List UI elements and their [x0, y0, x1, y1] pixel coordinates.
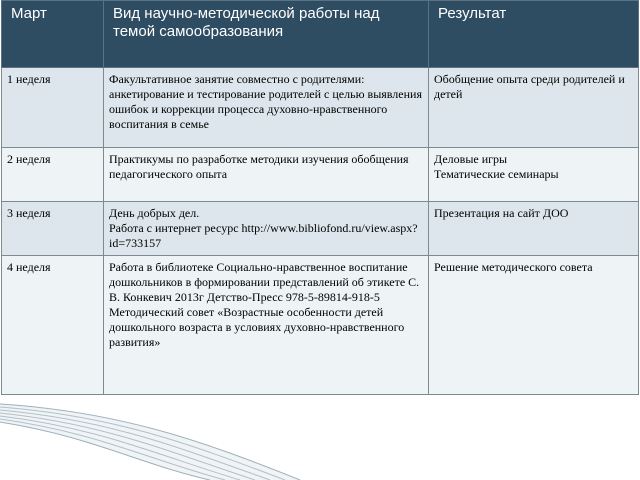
result-cell [429, 148, 639, 202]
result-text: Обобщение опыта среди родителей и детей [434, 72, 625, 101]
result-text: Презентация на сайт ДОО [434, 206, 569, 220]
work-cell [104, 202, 429, 256]
week-cell: 2 неделя [2, 148, 104, 202]
result-text: Тематические семинары [434, 167, 559, 181]
header-result: Результат [429, 1, 639, 68]
work-text: Практикумы по разработке методики изучения обобщения педагогического опыта [109, 152, 409, 181]
result-cell [429, 68, 639, 148]
table-row [2, 148, 639, 202]
table-row [2, 256, 639, 395]
table-row [2, 202, 639, 256]
work-text: Работа в библиотеке Социально-нравственное воспитание дошкольников в формировании представлений об этикете С. В. Конкевич 2013г Детство-Пресс 978-5-89814-918-5 [109, 260, 420, 304]
table-row [2, 68, 639, 148]
header-month: Март [2, 1, 104, 68]
work-text: День добрых дел. [109, 206, 200, 220]
work-link-text: Работа с интернет ресурс http://www.bibliofond.ru/view.aspx?id=733157 [109, 221, 418, 250]
result-cell [429, 202, 639, 256]
work-cell [104, 148, 429, 202]
week-cell: 4 неделя [2, 256, 104, 395]
work-cell [104, 68, 429, 148]
work-cell [104, 256, 429, 395]
work-text: Факультативное занятие совместно с родителями: анкетирование и тестирование родителей с целью выявления ошибок и коррекции процесса духовно-нравственного воспитания в семье [109, 72, 422, 131]
work-text: Методический совет «Возрастные особенности детей дошкольного возраста в условиях духовно-нравственного развития» [109, 305, 405, 349]
result-cell [429, 256, 639, 395]
week-cell: 1 неделя [2, 68, 104, 148]
table-header-row [2, 1, 639, 68]
result-text: Деловые игры [434, 152, 508, 166]
header-work-type: Вид научно-методической работы над темой самообразования [104, 1, 429, 68]
self-education-plan-table [1, 0, 639, 395]
result-text: Решение методического совета [434, 260, 593, 274]
week-cell: 3 неделя [2, 202, 104, 256]
